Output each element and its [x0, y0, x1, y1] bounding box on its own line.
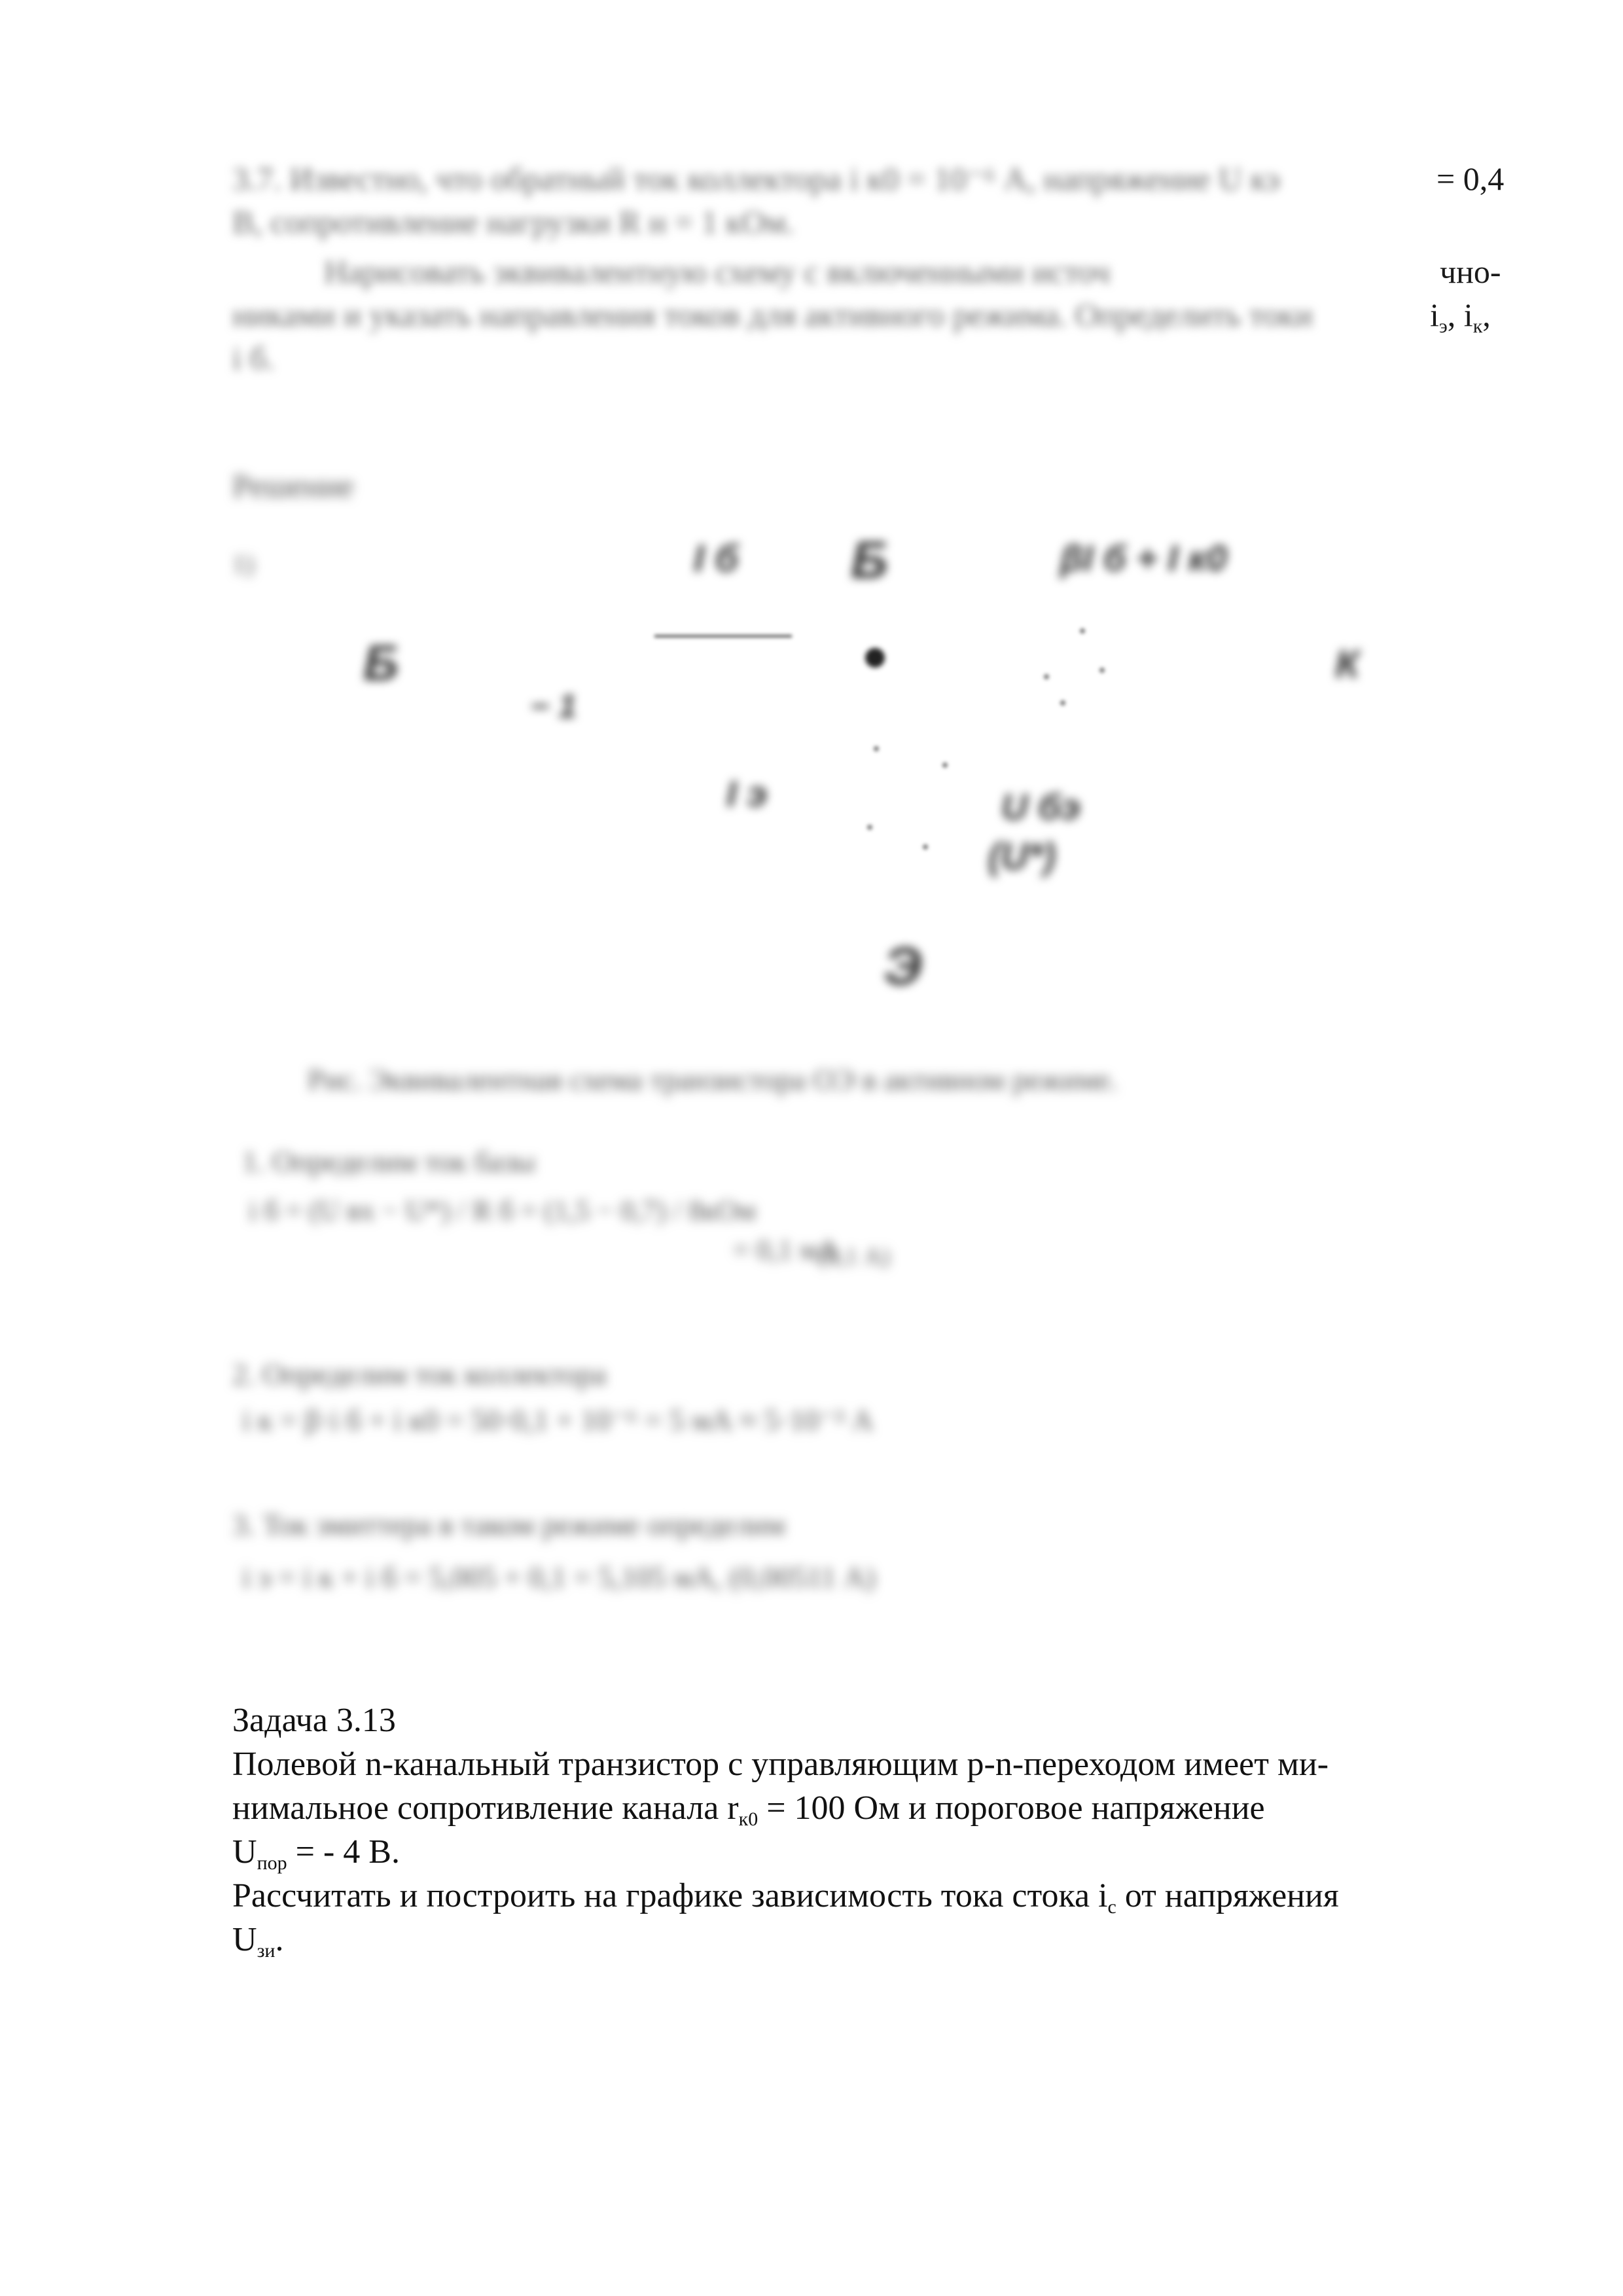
speck — [1099, 668, 1105, 673]
paragraph-line — [232, 293, 1515, 336]
label-base-left: Б — [363, 636, 399, 691]
speck — [1044, 674, 1049, 679]
blurred-text: В, сопротивление нагрузки R н = 1 кОм. — [232, 204, 794, 240]
step3-formula: i э = i к + i б = 5,005 + 0,1 = 5,105 мА, (0,00511 А) — [242, 1560, 876, 1594]
step1-formula: i б = (U вх − U*) / R б = (1,5 − 0,7) / 8кОм — [249, 1194, 756, 1227]
figure-caption: Рис. Эквивалентная схема транзистора ОЭ в активном режиме. — [308, 1063, 1118, 1096]
blurred-text: никами и указать направления токов для активного режима. Определить токи — [232, 296, 1313, 333]
label-u-star: (U*) — [988, 835, 1056, 878]
task-line: $U_{зи}$. — [232, 1921, 284, 1962]
label-ie: I э — [726, 773, 768, 814]
paragraph-line — [232, 336, 1515, 380]
blurred-text: 3.7. Известно, что обратный ток коллектора i к0 = 10⁻⁶ А, напряжение U кэ — [232, 160, 1280, 197]
step-number: 1) — [232, 549, 255, 579]
task-line: Полевой n-канальный транзистор с управляющим p-n-переходом имеет ми- — [232, 1746, 1329, 1783]
speck — [874, 746, 879, 751]
label-ib: I б — [694, 537, 739, 580]
task-line: нимальное сопротивление канала $r_{к0} = 100$ Ом и пороговое напряжение — [232, 1789, 1265, 1830]
previous-task-paragraph — [232, 157, 1515, 380]
label-minus: − 1 — [530, 688, 577, 725]
speck — [1080, 628, 1085, 634]
node-dot — [865, 648, 885, 668]
clear-text: $i_э$, $i_к$, — [1430, 296, 1491, 337]
speck — [867, 825, 872, 830]
clear-text: = 0,4 — [1436, 160, 1505, 197]
blurred-text: Нарисовать эквивалентную схему с включенными источ — [324, 253, 1111, 290]
step2-heading: 2. Определим ток коллектора — [232, 1357, 607, 1391]
speck — [923, 844, 928, 850]
task-line: $U_{пор}$ = - 4 В. — [232, 1833, 400, 1874]
label-emitter: Э — [883, 937, 922, 996]
label-ube: U бэ — [1001, 786, 1080, 827]
task-title: Задача 3.13 — [232, 1702, 396, 1739]
wire — [654, 635, 792, 637]
speck — [942, 762, 948, 768]
paragraph-line — [232, 250, 1515, 293]
paragraph-line — [232, 200, 1515, 243]
step3-heading: 3. Ток эмиттера в таком режиме определим — [232, 1508, 785, 1541]
speck — [1060, 700, 1065, 706]
step1-heading: 1. Определим ток базы — [242, 1145, 535, 1178]
solution-heading: Решение — [232, 467, 354, 504]
task-3-13 — [232, 1698, 1515, 1962]
clear-text: чно- — [1440, 253, 1501, 290]
step1-result-alt: (0,1 А) — [818, 1243, 890, 1270]
step2-formula: i к = β·i б + i к0 = 50·0,1 + 10⁻⁶ = 5 мА ≈ 5·10⁻³ А — [242, 1403, 874, 1437]
step1-result: = 0,1 мА — [733, 1234, 839, 1266]
equivalent-circuit-diagram — [223, 531, 1466, 1047]
label-collector: К — [1335, 642, 1359, 686]
task-line: Рассчитать и построить на графике зависимость тока стока $i_c$ от напряжения — [232, 1877, 1339, 1918]
paragraph-line — [232, 157, 1515, 200]
blurred-text: i б. — [232, 340, 275, 376]
label-collector-current: βI б + I к0 — [1060, 537, 1228, 579]
label-base-top: Б — [851, 531, 888, 589]
